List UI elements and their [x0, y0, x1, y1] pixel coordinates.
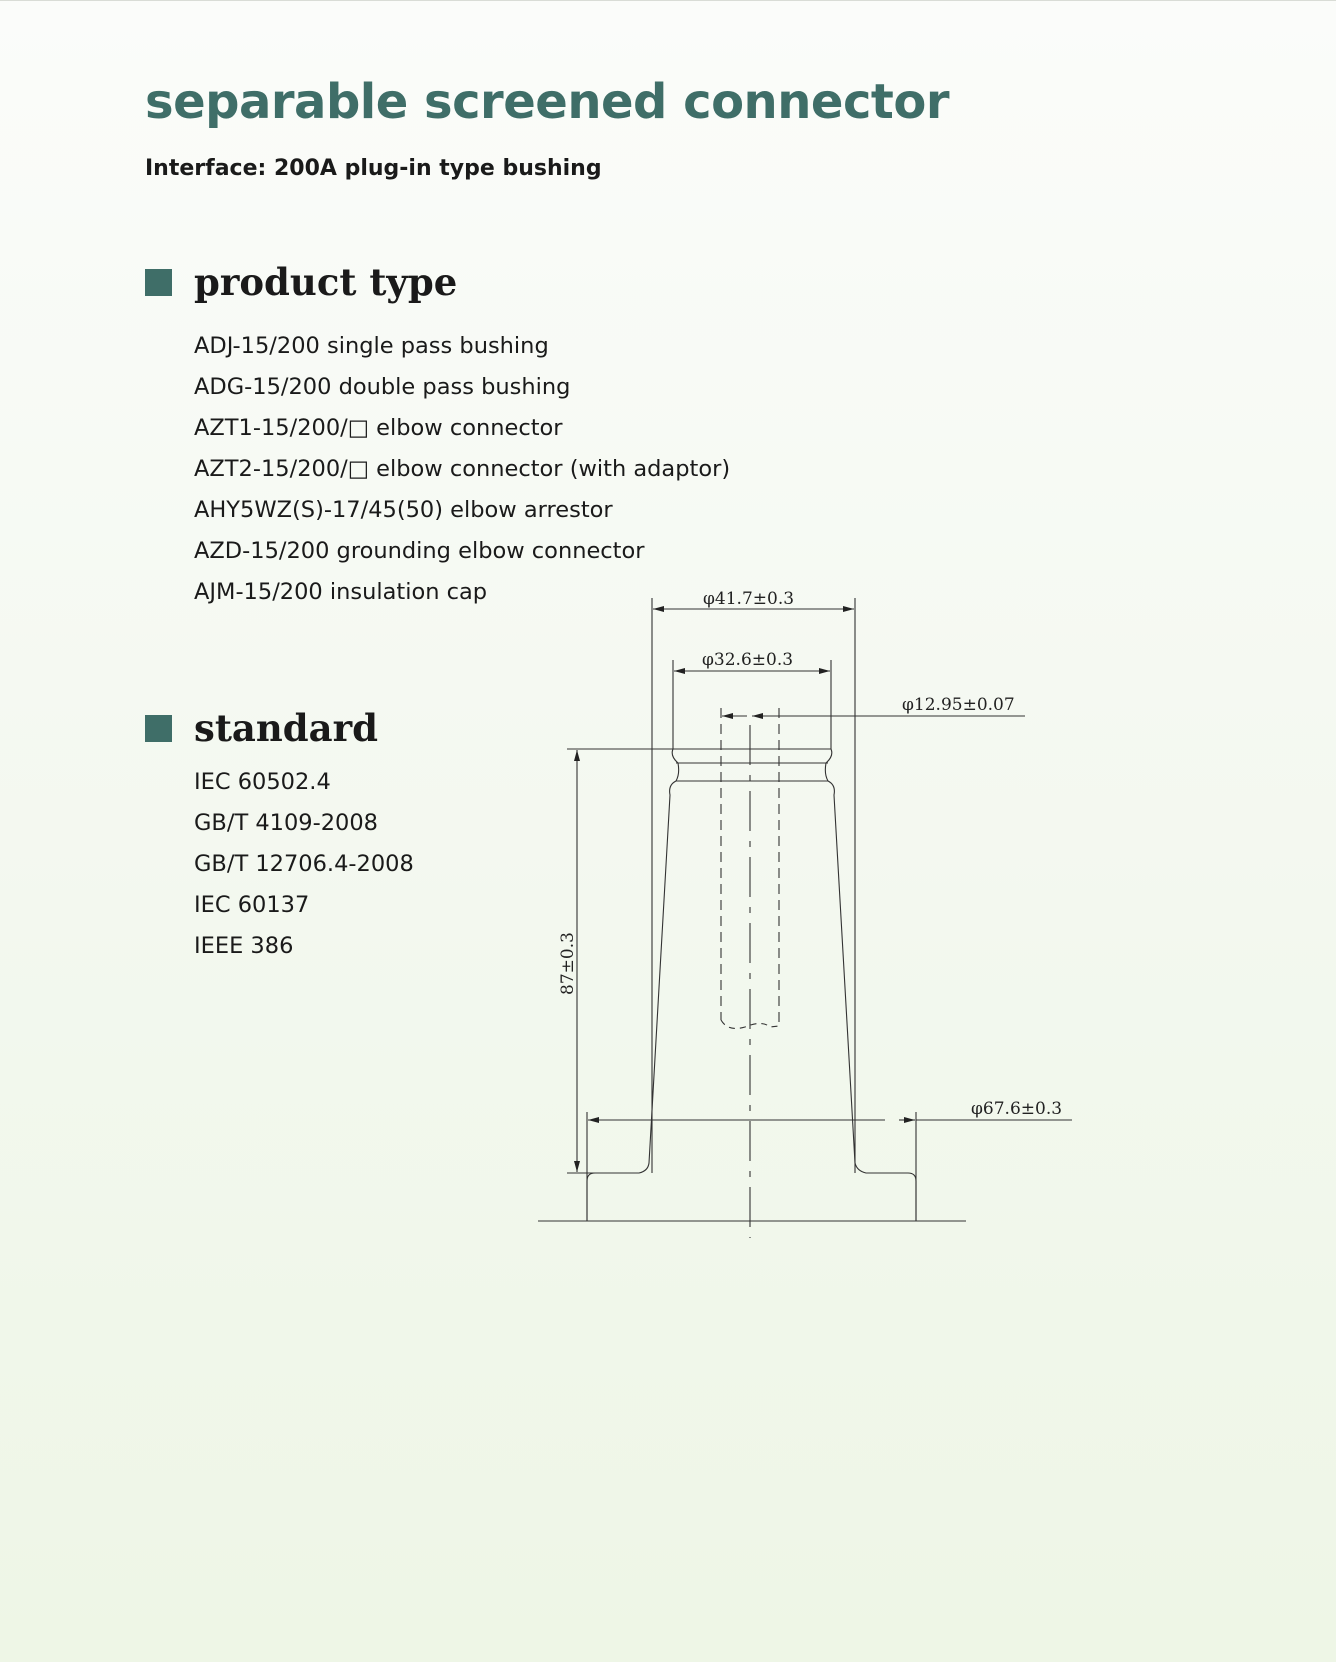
- product-type-item: ADG-15/200 double pass bushing: [194, 374, 571, 400]
- page-subtitle: Interface: 200A plug-in type bushing: [145, 156, 602, 181]
- product-type-item: AHY5WZ(S)-17/45(50) elbow arrestor: [194, 497, 613, 523]
- dim-label-height: 87±0.3: [558, 932, 578, 995]
- dim-label-inner-top: φ32.6±0.3: [702, 650, 794, 670]
- product-type-item: AZD-15/200 grounding elbow connector: [194, 538, 645, 564]
- product-type-item: AZT2-15/200/□ elbow connector (with adaptor): [194, 456, 731, 482]
- standard-heading-label: standard: [194, 706, 379, 750]
- standard-item: IEEE 386: [194, 933, 294, 959]
- product-type-item: AJM-15/200 insulation cap: [194, 579, 488, 605]
- standard-item: GB/T 4109-2008: [194, 810, 378, 836]
- standard-item: GB/T 12706.4-2008: [194, 851, 414, 877]
- product-type-item: AZT1-15/200/□ elbow connector: [194, 415, 563, 441]
- standard-item: IEC 60137: [194, 892, 310, 918]
- bushing-body-outline: [587, 749, 916, 1221]
- dim-label-outer-top: φ41.7±0.3: [703, 589, 795, 609]
- dim-label-base: φ67.6±0.3: [971, 1099, 1063, 1119]
- dim-label-bore: φ12.95±0.07: [902, 695, 1015, 715]
- product-type-heading-label: product type: [194, 260, 458, 304]
- product-type-item: ADJ-15/200 single pass bushing: [194, 333, 549, 359]
- standard-item: IEC 60502.4: [194, 769, 331, 795]
- page-title: separable screened connector: [145, 74, 949, 130]
